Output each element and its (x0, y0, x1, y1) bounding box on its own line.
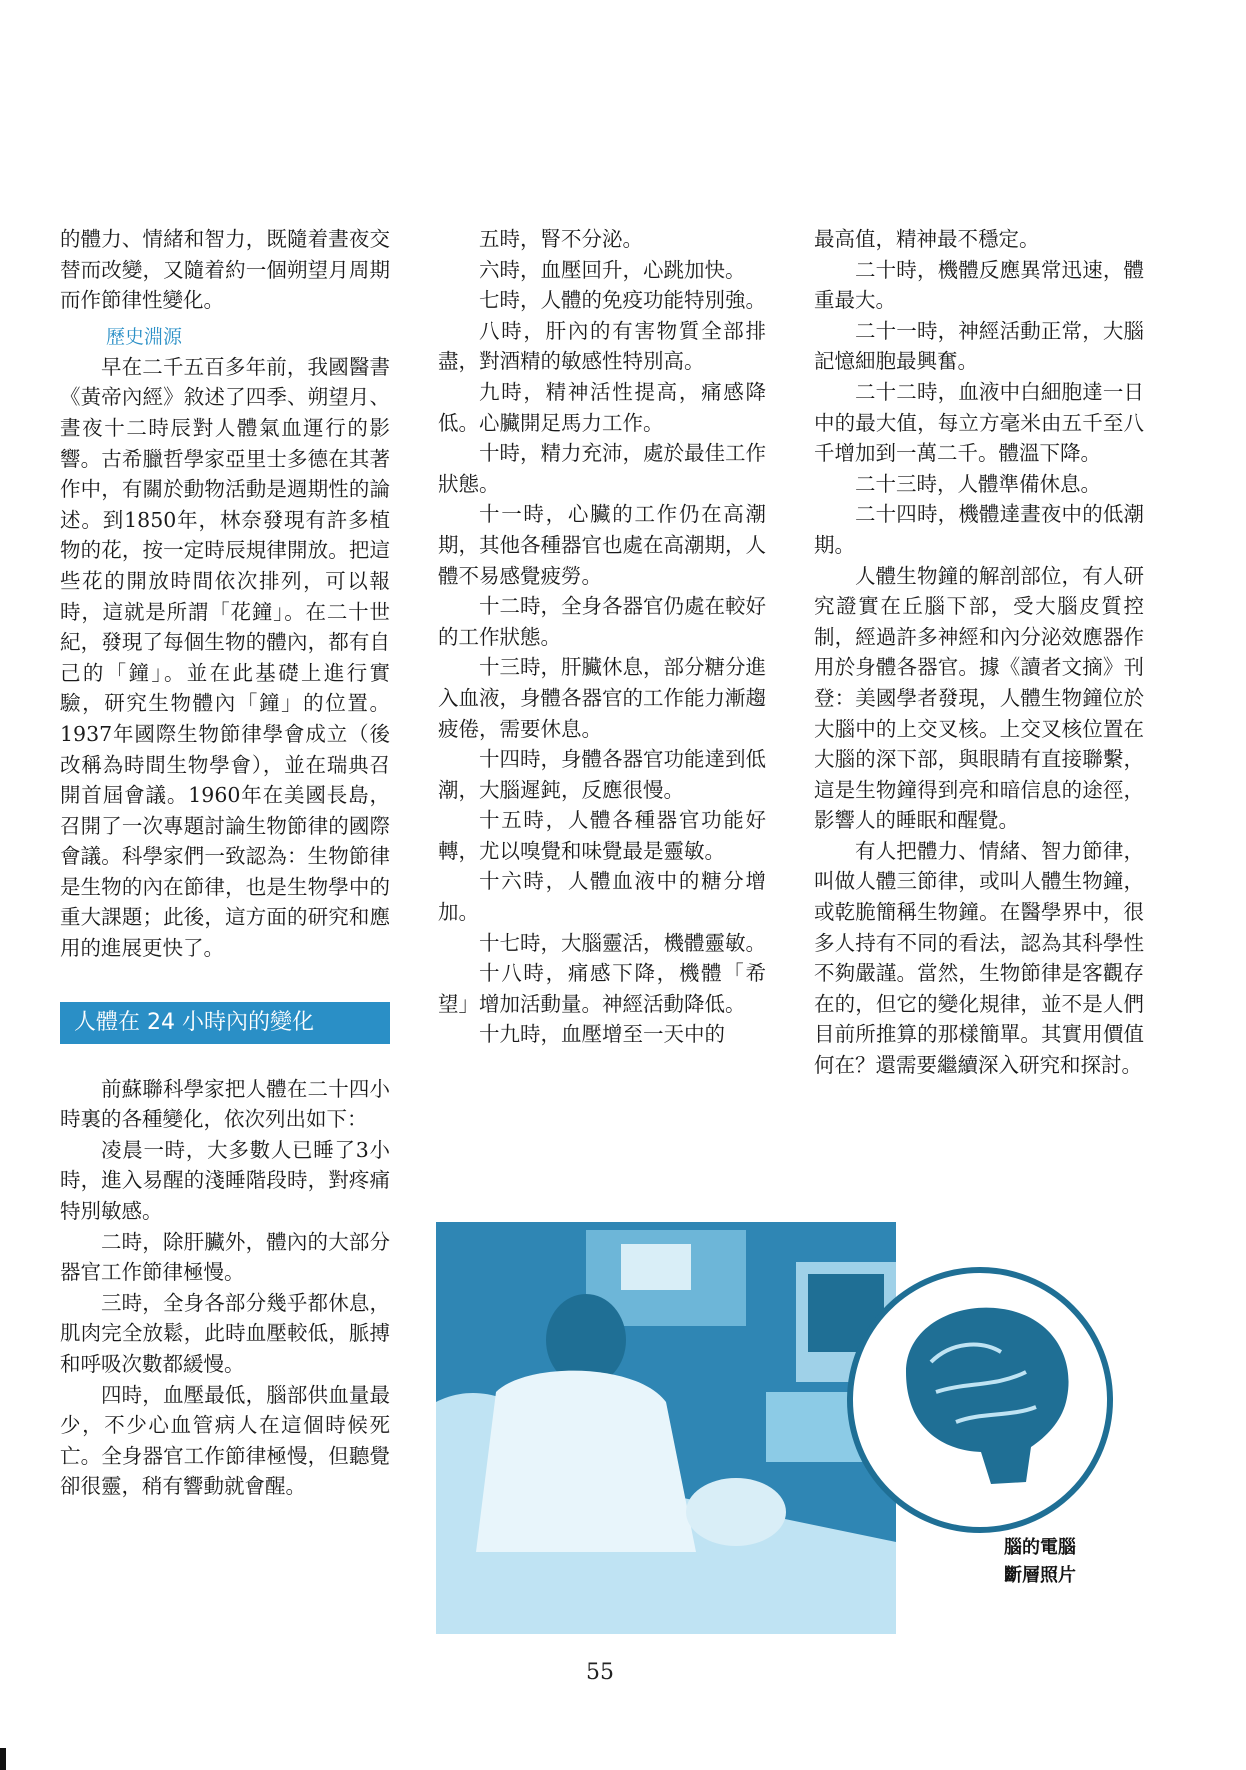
caption-line: 斷層照片 (1004, 1565, 1076, 1586)
paragraph: 二時，除肝臟外，體內的大部分器官工作節律極慢。 (60, 1229, 390, 1285)
paragraph: 的體力、情緒和智力，既隨着晝夜交替而改變，又隨着約一個朔望月周期而作節律性變化。 (60, 227, 390, 313)
paragraph: 凌晨一時，大多數人已睡了3小時，進入易醒的淺睡階段時，對疼痛特別敏感。 (60, 1137, 390, 1224)
paragraph: 二十時，機體反應異常迅速，體重最大。 (814, 257, 1144, 313)
figure-caption (970, 1534, 1110, 1590)
paragraph: 十七時，大腦靈活，機體靈敏。 (479, 930, 766, 955)
scan-edge-mark (0, 1748, 6, 1770)
paragraph: 九時，精神活性提高，痛感降低。心臟開足馬力工作。 (438, 379, 766, 435)
paragraph: 三時，全身各部分幾乎都休息，肌肉完全放鬆，此時血壓較低，脈搏和呼吸次數都緩慢。 (60, 1290, 390, 1376)
paragraph: 二十二時，血液中白細胞達一日中的最大值，每立方毫米由五千至八千增加到一萬二千。體溫下降。 (814, 379, 1144, 466)
paragraph: 十時，精力充沛，處於最佳工作狀態。 (438, 441, 766, 496)
paragraph: 二十一時，神經活動正常，大腦記憶細胞最興奮。 (814, 318, 1144, 374)
section-heading-history: 歷史淵源 (106, 325, 183, 348)
paragraph: 四時，血壓最低，腦部供血量最少，不少心血管病人在這個時候死亡。全身器官工作節律極慢，但聽覺卻很靈，稍有響動就會醒。 (60, 1382, 390, 1499)
paragraph: 七時，人體的免疫功能特別強。 (479, 288, 766, 313)
paragraph: 十五時，人體各種器官功能好轉，尤以嗅覺和味覺最是靈敏。 (438, 808, 766, 863)
paragraph: 五時，腎不分泌。 (479, 227, 643, 251)
caption-line: 腦的電腦 (1004, 1537, 1076, 1558)
paragraph: 早在二千五百多年前，我國醫書《黃帝內經》敘述了四季、朔望月、晝夜十二時辰對人體氣血運行的影響。古希臘哲學家亞里士多德在其著作中，有關於動物活動是週期性的論述。到1850年，林奈發現有許多植物的花，按一定時辰規律開放。把這些花的開放時間依次排列，可以報時，這就是所謂「花鐘」。在二十世紀，發現了每個生物的體內，都有自己的「鐘」。並在此基礎上進行實驗，研究生物體內「鐘」的位置。1937年國際生物節律學會成立（後改稱為時間生物學會），並在瑞典召開首屆會議。1960年在美國長島，召開了一次專題討論生物節律的國際會議。科學家們一致認為：生物節律是生物的內在節律，也是生物學中的重大課題；此後，這方面的研究和應用的進展更快了。 (60, 354, 390, 961)
paragraph: 最高值，精神最不穩定。 (814, 227, 1040, 251)
paragraph: 十三時，肝臟休息，部分糖分進入血液，身體各器官的工作能力漸趨疲倦，需要休息。 (438, 655, 766, 741)
equipment-screen (621, 1244, 691, 1290)
paragraph: 八時，肝內的有害物質全部排盡，對酒精的敏感性特別高。 (438, 318, 766, 374)
paragraph: 前蘇聯科學家把人體在二十四小時裏的各種變化，依次列出如下： (60, 1076, 390, 1132)
paragraph: 十六時，人體血液中的糖分增加。 (438, 869, 766, 925)
paragraph: 人體生物鐘的解剖部位，有人研究證實在丘腦下部，受大腦皮質控制，經過許多神經和內分泌效應器作用於身體各器官。據《讀者文摘》刊登：美國學者發現，人體生物鐘位於大腦中的上交叉核。上交叉核位置在大腦的深下部，與眼睛有直接聯繫，這是生物鐘得到亮和暗信息的途徑，影響人的睡眠和醒覺。 (814, 563, 1144, 833)
paragraph: 二十四時，機體達晝夜中的低潮期。 (814, 502, 1144, 557)
paragraph: 十八時，痛感下降，機體「希望」增加活動量。神經活動降低。 (438, 961, 766, 1016)
paragraph: 十九時，血壓增至一天中的 (479, 1022, 725, 1047)
paragraph: 十二時，全身各器官仍處在較好的工作狀態。 (438, 594, 766, 649)
paragraph: 六時，血壓回升，心跳加快。 (479, 257, 746, 282)
paragraph: 十四時，身體各器官功能達到低潮，大腦遲鈍，反應很慢。 (438, 747, 766, 802)
column-right (814, 224, 1144, 1081)
section-banner: 人體在 24 小時內的變化 (60, 1002, 390, 1044)
column-left (60, 224, 390, 1502)
paragraph: 十一時，心臟的工作仍在高潮期，其他各種器官也處在高潮期，人體不易感覺疲勞。 (438, 502, 766, 588)
page-number: 55 (586, 1660, 614, 1685)
paragraph: 有人把體力、情緒、智力節律，叫做人體三節律，或叫人體生物鐘，或乾脆簡稱生物鐘。在醫學界中，很多人持有不同的看法，認為其科學性不夠嚴謹。當然，生物節律是客觀存在的，但它的變化規律，並不是人們目前所推算的那樣簡單。其實用價值何在？還需要繼續深入研究和探討。 (814, 838, 1144, 1078)
column-middle (438, 224, 766, 1050)
paragraph: 二十三時，人體準備休息。 (855, 471, 1101, 496)
patient-head (686, 1478, 786, 1546)
